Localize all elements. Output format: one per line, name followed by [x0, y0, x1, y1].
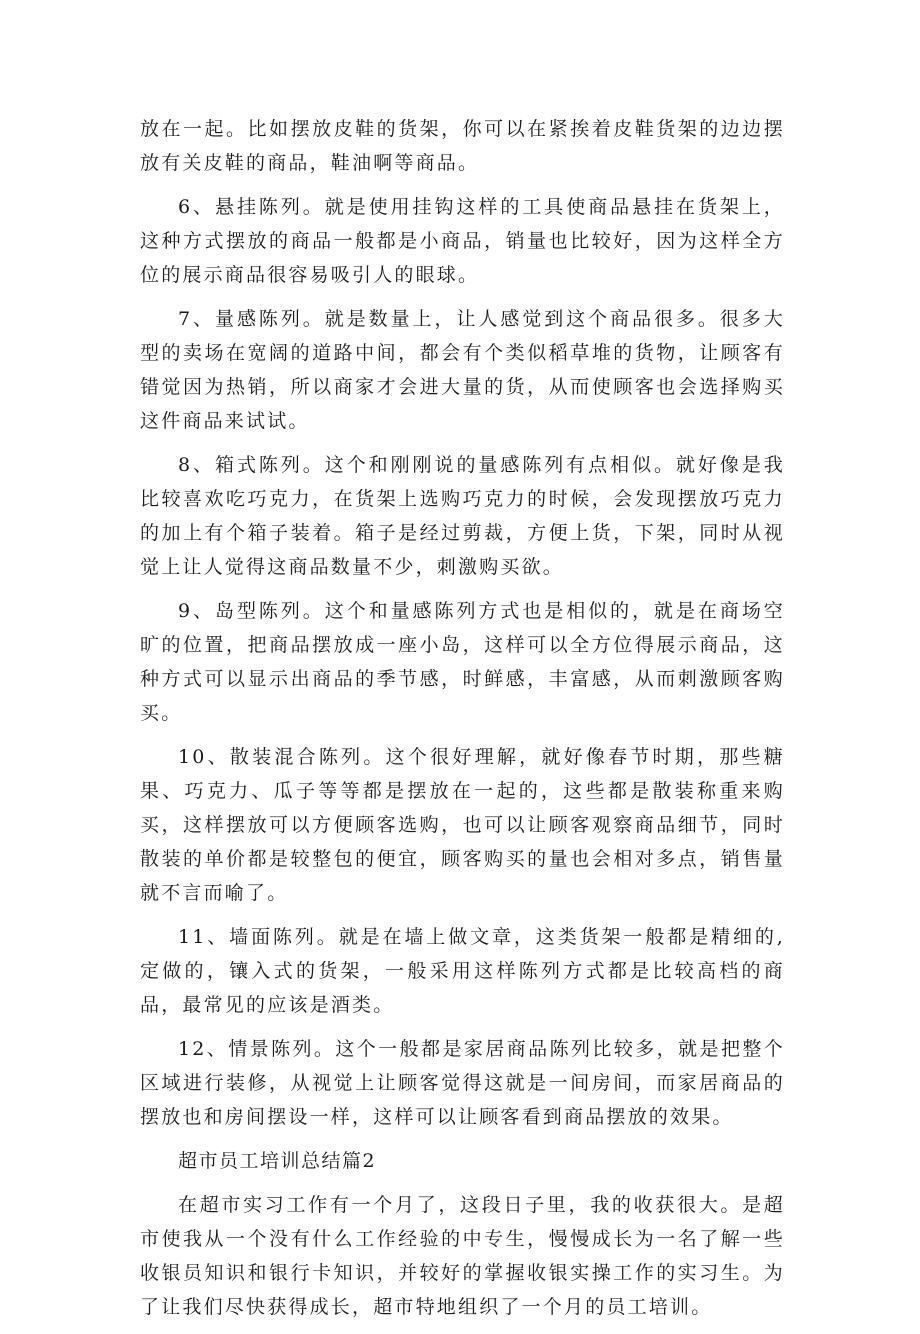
paragraph-internship-intro: 在超市实习工作有一个月了，这段日子里，我的收获很大。是超市使我从一个没有什么工作经验的中专生，慢慢成长为一名了解一些收银员知识和银行卡知识，并较好的掌握收银实操工作的实习生。为了让我们尽快获得成长，超市特地组织了一个月的员工培训。: [140, 1194, 785, 1318]
paragraph-wall-display: 11、墙面陈列。就是在墙上做文章，这类货架一般都是精细的,定做的，镶入式的货架，一般采用这样陈列方式都是比较高档的商品，最常见的应该是酒类。: [140, 926, 785, 1016]
document-body: [140, 112, 785, 1334]
paragraph-box-display: 8、箱式陈列。这个和刚刚说的量感陈列有点相似。就好像是我比较喜欢吃巧克力，在货架上选购巧克力的时候，会发现摆放巧克力的加上有个箱子装着。箱子是经过剪裁，方便上货，下架，同时从视觉上让人觉得这商品数量不少，刺激购买欲。: [140, 454, 785, 578]
paragraph-island-display: 9、岛型陈列。这个和量感陈列方式也是相似的，就是在商场空旷的位置，把商品摆放成一座小岛，这样可以全方位得展示商品，这种方式可以显示出商品的季节感，时鲜感，丰富感，从而刺激顾客购买。: [140, 600, 785, 724]
section-heading: 超市员工培训总结篇2: [178, 1150, 377, 1172]
paragraph-hanging-display: 6、悬挂陈列。就是使用挂钩这样的工具使商品悬挂在货架上，这种方式摆放的商品一般都是小商品，销量也比较好，因为这样全方位的展示商品很容易吸引人的眼球。: [140, 196, 785, 286]
paragraph-continued: 放在一起。比如摆放皮鞋的货架，你可以在紧挨着皮鞋货架的边边摆放有关皮鞋的商品，鞋油啊等商品。: [140, 118, 785, 174]
paragraph-bulk-mixed-display: 10、散装混合陈列。这个很好理解，就好像春节时期，那些糖果、巧克力、瓜子等等都是摆放在一起的，这些都是散装称重来购买，这样摆放可以方便顾客选购，也可以让顾客观察商品细节，同时散装的单价都是较整包的便宜，顾客购买的量也会相对多点，销售量就不言而喻了。: [140, 746, 785, 904]
paragraph-volume-display: 7、量感陈列。就是数量上，让人感觉到这个商品很多。很多大型的卖场在宽阔的道路中间，都会有个类似稻草堆的货物，让顾客有错觉因为热销，所以商家才会进大量的货，从而使顾客也会选择购买这件商品来试试。: [140, 308, 785, 432]
paragraph-scene-display: 12、情景陈列。这个一般都是家居商品陈列比较多，就是把整个区域进行装修，从视觉上让顾客觉得这就是一间房间，而家居商品的摆放也和房间摆设一样，这样可以让顾客看到商品摆放的效果。: [140, 1038, 785, 1128]
